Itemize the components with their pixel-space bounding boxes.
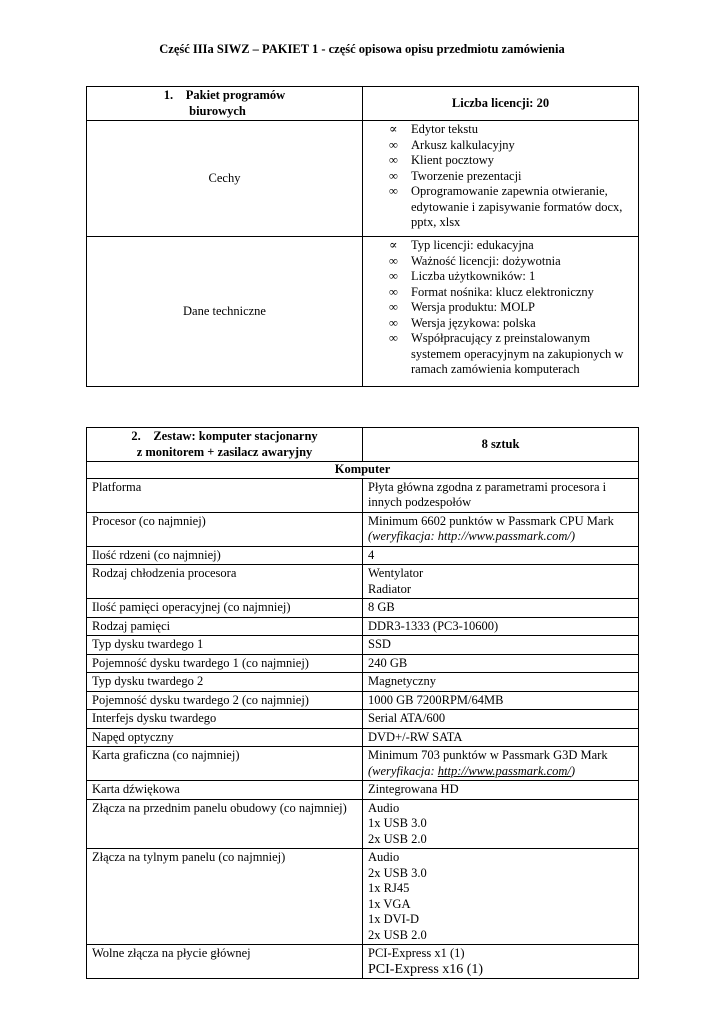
list-item [389,254,633,270]
list-item [389,285,633,301]
spec-value [363,546,639,565]
bullet-icon: ∞ [389,269,398,283]
spec-label: Typ dysku twardego 1 [87,636,363,655]
spec-value [363,512,639,546]
table-row [87,636,639,655]
list-item-text: Klient pocztowy [411,153,494,167]
section-label: Komputer [87,462,639,479]
spec-value-line: Radiator [368,581,412,596]
spec-label: Interfejs dysku twardego [87,710,363,729]
spec-label: Napęd optyczny [87,728,363,747]
spec-label: Ilość rdzeni (co najmniej) [87,546,363,565]
spec-label: Rodzaj pamięci [87,617,363,636]
package-2-name-line1: Zestaw: komputer stacjonarny [153,429,318,443]
list-item [389,316,633,332]
spec-label: Ilość pamięci operacyjnej (co najmniej) [87,599,363,618]
table-row [87,546,639,565]
spec-value [363,945,639,979]
spec-value-text: Minimum 6602 punktów w Passmark CPU Mark [368,513,614,528]
spec-label: Karta graficzna (co najmniej) [87,747,363,781]
spec-label: Rodzaj chłodzenia procesora [87,565,363,599]
spec-value-line: Audio [368,800,400,815]
list-item [389,138,633,154]
list-item-text: Edytor tekstu [411,122,479,136]
table-row [87,478,639,512]
spec-value-text: DDR3-1333 (PC3-10600) [368,618,499,633]
spec-value-note: (weryfikacja: [368,763,438,778]
list-item [389,300,633,316]
list-item-text: Tworzenie prezentacji [411,168,522,183]
spec-label: Procesor (co najmniej) [87,512,363,546]
spec-value-text: SSD [368,637,391,651]
spec-value-line: Wentylator [368,566,424,580]
spec-value [363,599,639,618]
table-row [87,565,639,599]
package-2-count: 8 sztuk [363,428,639,462]
spec-value-text: DVD+/-RW SATA [368,729,463,744]
table-row [87,728,639,747]
spec-value-text: Płyta główna zgodna z parametrami procesora i innych podzespołów [368,479,607,509]
spec-value-text: 240 GB [368,655,408,670]
spec-value [363,691,639,710]
spec-value-text: Serial ATA/600 [368,711,446,725]
package-2-table [86,427,639,979]
table-row [87,691,639,710]
bullet-icon: ∞ [389,284,398,299]
spec-value-line: 1x DVI-D [368,912,420,926]
passmark-link[interactable]: http://www.passmark.com/ [437,763,571,778]
list-item [389,269,633,285]
bullet-icon: ∝ [389,122,398,136]
list-item-text: Wersja produktu: MOLP [411,300,535,314]
table-row [87,673,639,692]
bullet-icon: ∞ [389,184,398,198]
spec-value [363,654,639,673]
spec-value [363,747,639,781]
page-title: Część IIIa SIWZ – PAKIET 1 - część opisowa opisu przedmiotu zamówienia [159,42,565,56]
spec-label: Typ dysku twardego 2 [87,673,363,692]
table-row [87,512,639,546]
spec-label: Platforma [87,478,363,512]
spec-value [363,710,639,729]
package-1-tech-row [87,237,639,387]
list-item-text: Typ licencji: edukacyjna [411,238,534,252]
spec-label: Wolne złącza na płycie głównej [87,945,363,979]
spec-value [363,799,639,849]
features-label: Cechy [87,121,363,237]
package-2-name-cell [87,428,363,462]
spec-value-text: Magnetyczny [368,674,437,688]
spec-value [363,781,639,800]
features-list [368,122,633,231]
bullet-icon: ∞ [389,253,398,268]
table-row [87,617,639,636]
list-item [389,238,633,254]
list-item-text: Liczba użytkowników: 1 [411,269,536,283]
spec-value-line: 1x RJ45 [368,881,410,895]
package-1-count: Liczba licencji: 20 [363,87,639,121]
bullet-icon: ∞ [389,331,398,345]
spec-label: Złącza na przednim panelu obudowy (co najmniej) [87,799,363,849]
bullet-icon: ∞ [389,315,398,330]
list-item [389,153,633,169]
list-item-text: Współpracujący z preinstalowanym systemem operacyjnym na zakupionych w ramach zamówienia komputerach [411,331,624,376]
spec-value [363,849,639,945]
spec-value-line: 2x USB 2.0 [368,831,427,846]
spec-value-line: 1x VGA [368,896,411,911]
list-item-text: Format nośnika: klucz elektroniczny [411,284,594,299]
list-item [389,331,633,378]
list-item [389,169,633,185]
list-item [389,122,633,138]
list-item [389,184,633,231]
spec-value-text: 8 GB [368,600,395,614]
package-2-name-line2: z monitorem + zasilacz awaryjny [136,444,313,459]
spec-value [363,728,639,747]
package-1-header [87,87,639,121]
table-row [87,799,639,849]
table-row [87,710,639,729]
table-row [87,747,639,781]
bullet-icon: ∞ [389,153,398,167]
package-1-name-line1: Pakiet programów [185,88,286,102]
spec-label: Złącza na tylnym panelu (co najmniej) [87,849,363,945]
package-2-header [87,428,639,462]
list-item-text: Arkusz kalkulacyjny [411,137,515,152]
bullet-icon: ∝ [389,238,398,252]
package-1-table [86,86,639,387]
package-1-number: 1. [163,88,174,102]
bullet-icon: ∞ [389,168,398,183]
spec-value-note: (weryfikacja: http://www.passmark.com/) [368,529,576,543]
spec-value [363,673,639,692]
table-row [87,945,639,979]
spec-value-line: 2x USB 2.0 [368,927,427,942]
spec-value [363,636,639,655]
spec-value-line: PCI-Express x16 (1) [368,961,484,977]
bullet-icon: ∞ [389,137,398,152]
spec-value-line: PCI-Express x1 (1) [368,946,465,960]
package-1-name-line2: biurowych [189,103,246,118]
tech-label: Dane techniczne [87,237,363,387]
spec-value-text: 1000 GB 7200RPM/64MB [368,692,504,707]
table-row [87,654,639,673]
bullet-icon: ∞ [389,300,398,314]
list-item-text: Ważność licencji: dożywotnia [411,253,561,268]
spec-value [363,617,639,636]
table-row [87,599,639,618]
spec-value-line: 2x USB 3.0 [368,865,427,880]
spec-label: Pojemność dysku twardego 1 (co najmniej) [87,654,363,673]
section-row [87,462,639,479]
spec-value [363,565,639,599]
spec-value-text: Zintegrowana HD [368,782,459,796]
spec-value-text: 4 [368,547,375,562]
package-1-features-row [87,121,639,237]
package-1-name-cell [87,87,363,121]
spec-value-note: ) [570,763,576,778]
spec-value [363,478,639,512]
package-2-number: 2. [131,429,141,443]
spec-value-text: Minimum 703 punktów w Passmark G3D Mark [368,748,608,762]
spec-value-line: Audio [368,850,400,864]
list-item-text: Wersja językowa: polska [411,315,536,330]
table-row [87,849,639,945]
list-item-text: Oprogramowanie zapewnia otwieranie, edytowanie i zapisywanie formatów docx, pptx, xlsx [411,184,623,229]
spec-value-line: 1x USB 3.0 [368,816,427,830]
spec-label: Pojemność dysku twardego 2 (co najmniej) [87,691,363,710]
spec-label: Karta dźwiękowa [87,781,363,800]
tech-list [368,238,633,378]
table-row [87,781,639,800]
